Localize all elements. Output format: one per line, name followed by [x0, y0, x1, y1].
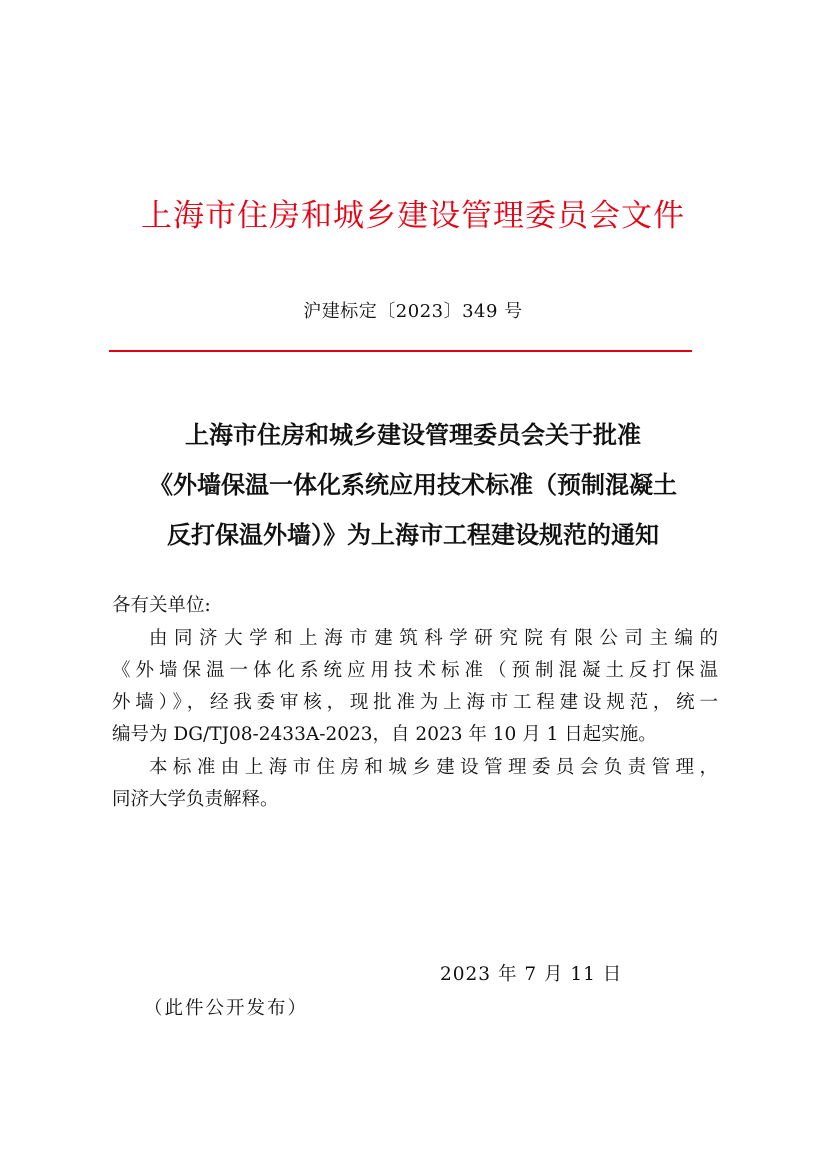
notice-title-line-1: 上海市住房和城乡建设管理委员会关于批准: [185, 421, 641, 449]
paragraph-line: 本标准由上海市住房和城乡建设管理委员会负责管理，: [149, 757, 718, 778]
notice-title-line-3: 反打保温外墙）》为上海市工程建设规范的通知: [167, 521, 659, 549]
paragraph-line: 外墙）》，经我委审核，现批准为上海市工程建设规范，统一: [112, 692, 718, 713]
notice-title: [100, 410, 726, 560]
issuing-authority-header: 上海市住房和城乡建设管理委员会文件: [141, 198, 685, 234]
red-divider-line: [109, 350, 692, 352]
document-number: 沪建标定〔2023〕349 号: [303, 301, 523, 322]
body-paragraph-2: [112, 752, 718, 816]
paragraph-line: 同济大学负责解释。: [112, 789, 279, 810]
paragraph-line: 由同济大学和上海市建筑科学研究院有限公司主编的: [149, 628, 718, 649]
paragraph-line: 《外墙保温一体化系统应用技术标准（预制混凝土反打保温: [112, 660, 718, 681]
issue-date: 2023 年 7 月 11 日: [440, 964, 623, 985]
body-paragraph-1: [112, 623, 718, 751]
publish-note: （此件公开发布）: [144, 998, 309, 1019]
notice-title-line-2: 《外墙保温一体化系统应用技术标准（预制混凝土: [149, 471, 677, 499]
salutation: 各有关单位:: [112, 595, 211, 616]
paragraph-line: 编号为 DG/TJ08-2433A-2023，自 2023 年 10 月 1 日起实施。: [112, 724, 657, 745]
